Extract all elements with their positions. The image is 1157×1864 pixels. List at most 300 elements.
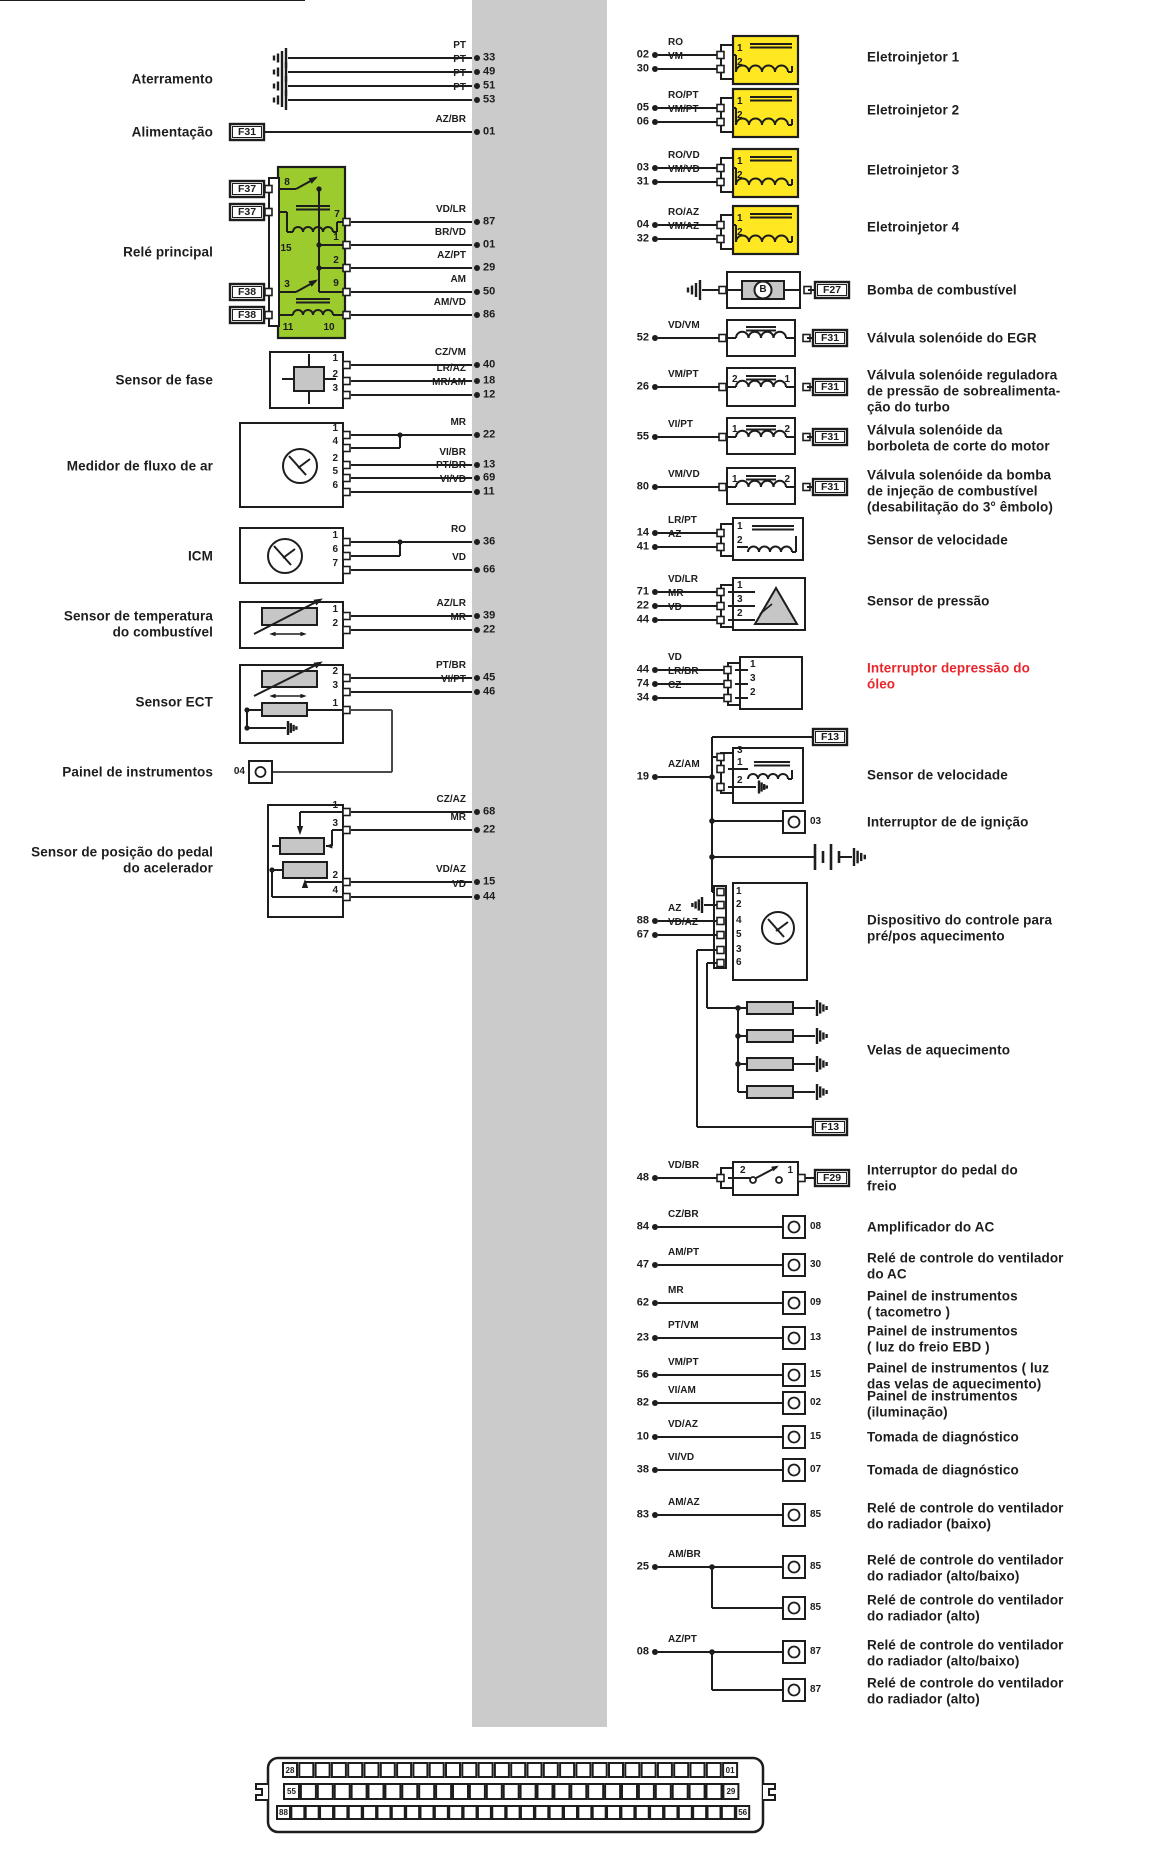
wire-color-code: PT/VM [668,1320,699,1331]
ecu-pin-number: 32 [636,232,649,245]
component-pin-number: 2 [740,1165,746,1176]
component-label: Dispositivo do controle para [867,912,1053,928]
wire-color-code: VM/AZ [668,221,700,232]
wire-color-code: CZ [668,680,682,691]
fuse-box-label: F37 [237,205,257,218]
component-label: do combustível [112,624,213,640]
component-label: Painel de instrumentos [867,1288,1018,1304]
connector-pin-cell [348,1763,362,1777]
pin-tab [343,289,350,296]
junction-dot [652,484,658,490]
connector-pin-cell [507,1806,520,1819]
pin-tab [343,553,350,560]
junction-dot [735,1061,741,1067]
pin-bracket [721,98,733,132]
wire-color-code: VI/AM [668,1385,696,1396]
junction-dot [474,539,480,545]
pin-tab [343,567,350,574]
junction-dot [474,129,480,135]
connector-pin-cell [639,1784,654,1799]
potentiometer [283,862,327,878]
junction-dot [652,589,658,595]
ecu-pin-number: 38 [636,1463,649,1476]
component-pin-number: 3 [332,818,338,829]
component-label: Relé principal [123,244,213,260]
connector-pin-cell [453,1784,468,1799]
connector-pin-cell [521,1806,534,1819]
ecu-pin-number: 22 [636,599,649,612]
ecu-connector-band [472,0,607,1727]
connector-pin-cell [722,1806,735,1819]
connector-circle [789,1398,800,1409]
wire-color-code: BR/VD [434,227,466,238]
pin-tab [717,960,724,967]
component-pin-number: 1 [737,521,743,532]
junction-dot [652,52,658,58]
wire-color-code: LR/PT [668,515,697,526]
pin-tab [265,209,272,216]
pin-tab [343,539,350,546]
component-pin-number: 1 [332,353,338,364]
ecu-pin-number: 10 [636,1430,649,1443]
wire-color-code: MR [450,812,466,823]
ecu-pin-number: 08 [636,1645,649,1658]
junction-dot [652,1434,658,1440]
connector-pin-cell [679,1806,692,1819]
connector-pin-cell [291,1806,304,1819]
connector-pin-cell [609,1763,623,1777]
junction-dot [735,1033,741,1039]
fuse-box-f31-label: F31 [820,380,840,393]
wire-color-code: RO/PT [668,90,699,101]
component-pin-number: 1 [737,43,743,54]
ecu-pin-number: 19 [636,770,649,783]
relay-pin-number: 10 [323,322,335,333]
relay-pin-strip [269,178,279,326]
connector-number: 85 [810,1561,822,1572]
junction-dot [474,489,480,495]
component-label: de injeção de combustível [867,483,1038,499]
ecu-pin-number: 13 [483,458,496,471]
pin-tab [719,335,726,342]
connector-pin-cell [377,1806,390,1819]
pin-tab [343,265,350,272]
pin-tab [717,589,724,596]
pin-tab [343,894,350,901]
fuse-box-label: F38 [237,308,257,321]
connector-pin-cell [406,1806,419,1819]
connector-number: 30 [810,1259,822,1270]
connector-number: 85 [810,1509,822,1520]
junction-dot [652,236,658,242]
ecu-pin-number: 01 [483,238,496,251]
wire-color-code: VM/PT [668,369,699,380]
wire-color-code: MR [668,1285,684,1296]
junction-dot [652,544,658,550]
ecu-pin-number: 68 [483,805,496,818]
component-label: do radiador (baixo) [867,1516,992,1532]
junction-dot [652,119,658,125]
pin-tab [343,392,350,399]
pin-bracket [721,215,733,249]
ecu-pin-number: 04 [636,218,649,231]
relay-pin-number: 3 [284,279,290,290]
connector-pin-cell [622,1784,637,1799]
pin-tab [798,1175,805,1182]
pin-tab [343,489,350,496]
wire-color-code: RO [668,37,683,48]
connector-pin-cell [588,1784,603,1799]
wire-color-code: VD [668,602,682,613]
connector-pin-cell [504,1784,519,1799]
component-pin-number: 3 [332,383,338,394]
connector-pin-number: 88 [279,1808,288,1817]
connector-pin-cell [593,1806,606,1819]
pin-tab [717,236,724,243]
component-pin-number: 2 [737,535,743,546]
wire-color-code: VI/PT [440,674,466,685]
junction-dot [652,1262,658,1268]
ecu-pin-number: 36 [483,535,496,548]
pin-tab [717,603,724,610]
wire-color-code: AM [450,274,466,285]
pin-tab [717,932,724,939]
junction-dot [474,265,480,271]
speed-sensor-box [733,518,803,560]
connector-circle [789,1432,800,1443]
connector-pin-number: 29 [726,1787,736,1796]
connector-pin-cell [554,1784,569,1799]
wire-color-code: VM [668,51,683,62]
ecu-pin-number: 86 [483,308,496,321]
connector-pin-cell [605,1784,620,1799]
component-pin-number: 3 [736,944,742,955]
junction-dot [474,97,480,103]
pin-tab [719,287,726,294]
wire-color-code: MR [668,588,684,599]
wire-color-code: PT [453,40,466,51]
pin-tab [265,289,272,296]
wire-color-code: CZ/AZ [436,794,466,805]
connector-notch-right [763,1784,775,1800]
junction-dot [652,530,658,536]
connector-pin-cell [449,1806,462,1819]
pin-tab [343,689,350,696]
connector-pin-cell [470,1784,485,1799]
component-label: ICM [187,548,213,564]
ecu-pin-number: 34 [636,691,649,704]
wire-color-code: PT [453,54,466,65]
pin-tab [343,242,350,249]
connector-pin-cell [495,1763,509,1777]
ecu-pin-number: 52 [636,331,649,344]
relay-pin-number: 11 [282,322,294,333]
fuse-box-f31-label: F31 [237,125,257,138]
junction-dot [652,774,658,780]
wire-color-code: VD/LR [668,574,698,585]
component-label: Painel de instrumentos ( luz [867,1360,1050,1376]
wire-color-code: RO/AZ [668,207,700,218]
junction-dot [474,809,480,815]
connector-pin-cell [674,1763,688,1777]
component-pin-number: 6 [736,957,742,968]
junction-dot [652,1400,658,1406]
fuse-box-f27-label: F27 [822,283,842,296]
junction-dot [652,105,658,111]
connector-pin-cell [521,1784,536,1799]
connector-pin-cell [691,1763,705,1777]
junction-dot [652,1649,658,1655]
connector-number: 87 [810,1646,822,1657]
component-label: Tomada de diagnóstico [867,1429,1019,1445]
ecu-pin-number: 55 [636,430,649,443]
connector-number: 15 [810,1431,822,1442]
pin-tab [343,362,350,369]
connector-number: 09 [810,1297,822,1308]
connector-pin-cell [642,1763,656,1777]
ecu-pin-number: 47 [636,1258,649,1271]
connector-pin-cell [436,1784,451,1799]
pin-tab [724,681,731,688]
junction-dot [735,1005,741,1011]
component-label: Relé de controle do ventilador [867,1592,1064,1608]
component-pin-number: 6 [332,480,338,491]
component-label: (desabilitação do 3° êmbolo) [867,499,1053,515]
connector-pin-cell [656,1784,671,1799]
connector-pin-cell [538,1784,553,1799]
component-label: Medidor de fluxo de ar [66,458,213,474]
component-pin-number: 1 [332,530,338,541]
connector-pin-cell [528,1763,542,1777]
junction-dot [652,695,658,701]
component-pin-number: 2 [737,110,743,121]
connector-number: 04 [233,766,245,777]
component-pin-number: 1 [737,580,743,591]
connector-pin-cell [478,1806,491,1819]
connector-pin-cell [435,1806,448,1819]
wire-color-code: VM/PT [668,104,699,115]
ecu-pin-number: 22 [483,428,496,441]
connector-pin-cell [352,1784,367,1799]
component-label: ( tacometro ) [867,1304,951,1320]
fuse-box-f31-label: F31 [820,480,840,493]
component-label: do radiador (alto/baixo) [867,1568,1020,1584]
pin-tab [717,902,724,909]
pin-tab [343,809,350,816]
wire-color-code: PT [453,68,466,79]
wire-color-code: VM/VD [668,469,700,480]
component-label: Bomba de combustível [867,282,1017,298]
junction-dot [397,432,402,437]
wire-color-code: VI/BR [439,447,466,458]
connector-pin-cell [511,1763,525,1777]
component-pin-number: 2 [784,424,790,435]
pin-bracket [721,45,733,79]
junction-dot [474,827,480,833]
component-label: Eletroinjetor 3 [867,162,960,178]
component-pin-number: 1 [784,374,790,385]
pin-tab [719,434,726,441]
wire-color-code: AZ/AM [668,759,700,770]
component-pin-number: 1 [332,423,338,434]
connector-circle [789,1465,800,1476]
component-pin-number: 5 [736,929,742,940]
wire-color-code: VI/VD [439,474,466,485]
connector-pin-cell [299,1763,313,1777]
relay-pin-number: 7 [334,209,340,220]
pin-tab [717,918,724,925]
wire-color-code: MR [450,612,466,623]
component-label: Painel de instrumentos [867,1323,1018,1339]
fuse-box-f31-label: F31 [820,430,840,443]
ecu-pin-number: 26 [636,380,649,393]
junction-dot [652,681,658,687]
component-label: Válvula solenóide reguladora [867,367,1058,383]
component-pin-number: 4 [736,915,742,926]
connector-circle [789,817,800,828]
component-label: Relé de controle do ventilador [867,1500,1064,1516]
fuse-box-label: F38 [237,285,257,298]
connector-pin-cell [332,1763,346,1777]
component-pin-number: 2 [332,453,338,464]
wire-color-code: MR/AM [432,377,466,388]
connector-pin-cell [320,1806,333,1819]
junction-dot [652,1564,658,1570]
component-pin-number: 1 [736,886,742,897]
component-label: do radiador (alto/baixo) [867,1653,1020,1669]
connector-pin-cell [578,1806,591,1819]
connector-pin-cell [693,1806,706,1819]
component-pin-number: 4 [332,436,338,447]
wire-color-code: PT [453,82,466,93]
component-label: Relé de controle do ventilador [867,1675,1064,1691]
component-label: Velas de aquecimento [867,1042,1011,1058]
pin-tab [343,613,350,620]
connector-pin-cell [306,1806,319,1819]
wire-color-code: VD/VM [668,320,700,331]
pin-tab [717,947,724,954]
ecu-pin-number: 22 [483,823,496,836]
pin-tab [717,766,724,773]
ecu-pin-number: 87 [483,215,496,228]
component-label: freio [867,1178,897,1194]
wire-color-code: RO [451,524,466,535]
wire-color-code: AZ/PT [668,1634,697,1645]
connector-circle [789,1562,800,1573]
junction-dot [652,918,658,924]
connector-pin-cell [673,1784,688,1799]
connector-pin-cell [381,1763,395,1777]
ecu-pin-number: 84 [636,1220,649,1233]
connector-number: 07 [810,1464,822,1475]
component-pin-number: 1 [737,96,743,107]
pin-tab [719,484,726,491]
ecu-pin-number: 11 [483,485,495,498]
connector-circle [256,767,266,777]
component-pin-number: 2 [784,474,790,485]
connector-pin-cell [593,1763,607,1777]
junction-dot [652,1224,658,1230]
connector-circle [789,1647,800,1658]
connector-pin-cell [636,1806,649,1819]
glow-plug [747,1058,793,1070]
junction-dot [652,222,658,228]
wire-color-code: AM/VD [433,297,466,308]
component-label: Eletroinjetor 2 [867,102,960,118]
pin-tab [717,119,724,126]
component-pin-number: 2 [332,666,338,677]
wire-color-code: PT/BR [436,660,466,671]
connector-circle [789,1510,800,1521]
ecu-pin-number: 02 [636,48,649,61]
pin-tab [343,378,350,385]
connector-pin-cell [535,1806,548,1819]
connector-pin-cell [658,1763,672,1777]
junction-dot [474,83,480,89]
wire-color-code: AM/PT [668,1247,700,1258]
junction-dot [652,667,658,673]
connector-pin-number: 28 [285,1765,295,1775]
wire-color-code: AM/BR [668,1549,701,1560]
component-label: Eletroinjetor 1 [867,49,960,65]
component-label: pré/pos aquecimento [867,928,1005,944]
sensor-element [294,367,324,391]
component-label: borboleta de corte do motor [867,438,1050,454]
ecu-pin-number: 18 [483,374,496,387]
component-label: de pressão de sobrealimenta- [867,383,1061,399]
component-label: do radiador (alto) [867,1691,980,1707]
junction-dot [474,242,480,248]
component-label: Painel de instrumentos [62,764,213,780]
connector-number: 15 [810,1369,822,1380]
switch-contact [750,1177,756,1183]
wire-color-code: AZ [668,903,682,914]
connector-number: 08 [810,1221,822,1232]
wire-color-code: PT/BR [436,460,466,471]
connector-circle [789,1222,800,1233]
ecu-pin-number: 12 [483,388,496,401]
relay-pin-number: 2 [333,255,339,266]
connector-pin-number: 55 [287,1787,296,1796]
connector-pin-cell [707,1763,721,1777]
ecu-pin-number: 88 [636,914,649,927]
ecu-pin-number: 14 [636,526,649,539]
wire-color-code: VD [452,879,466,890]
connector-pin-cell [365,1763,379,1777]
junction-dot [474,613,480,619]
connector-pin-cell [301,1784,316,1799]
pin-tab [717,544,724,551]
ecu-pin-number: 51 [483,79,496,92]
component-label: Interruptor do pedal do [867,1162,1018,1178]
connector-pin-cell [335,1784,350,1799]
connector-pin-cell [564,1806,577,1819]
component-label: Amplificador do AC [867,1219,995,1235]
wire-color-code: RO/VD [668,150,700,161]
wire-color-code: VD/LR [436,204,466,215]
component-pin-number: 1 [732,474,738,485]
component-pin-number: 4 [332,885,338,896]
ecu-pin-number: 30 [636,62,649,75]
wire-color-code: LR/AZ [436,363,466,374]
junction-dot [652,1175,658,1181]
component-label: Relé de controle do ventilador [867,1637,1064,1653]
relay-pin-number: 9 [333,278,339,289]
connector-pin-cell [446,1763,460,1777]
connector-pin-cell [576,1763,590,1777]
component-label: Interruptor de de ignição [867,814,1029,830]
component-label: do AC [867,1266,907,1282]
